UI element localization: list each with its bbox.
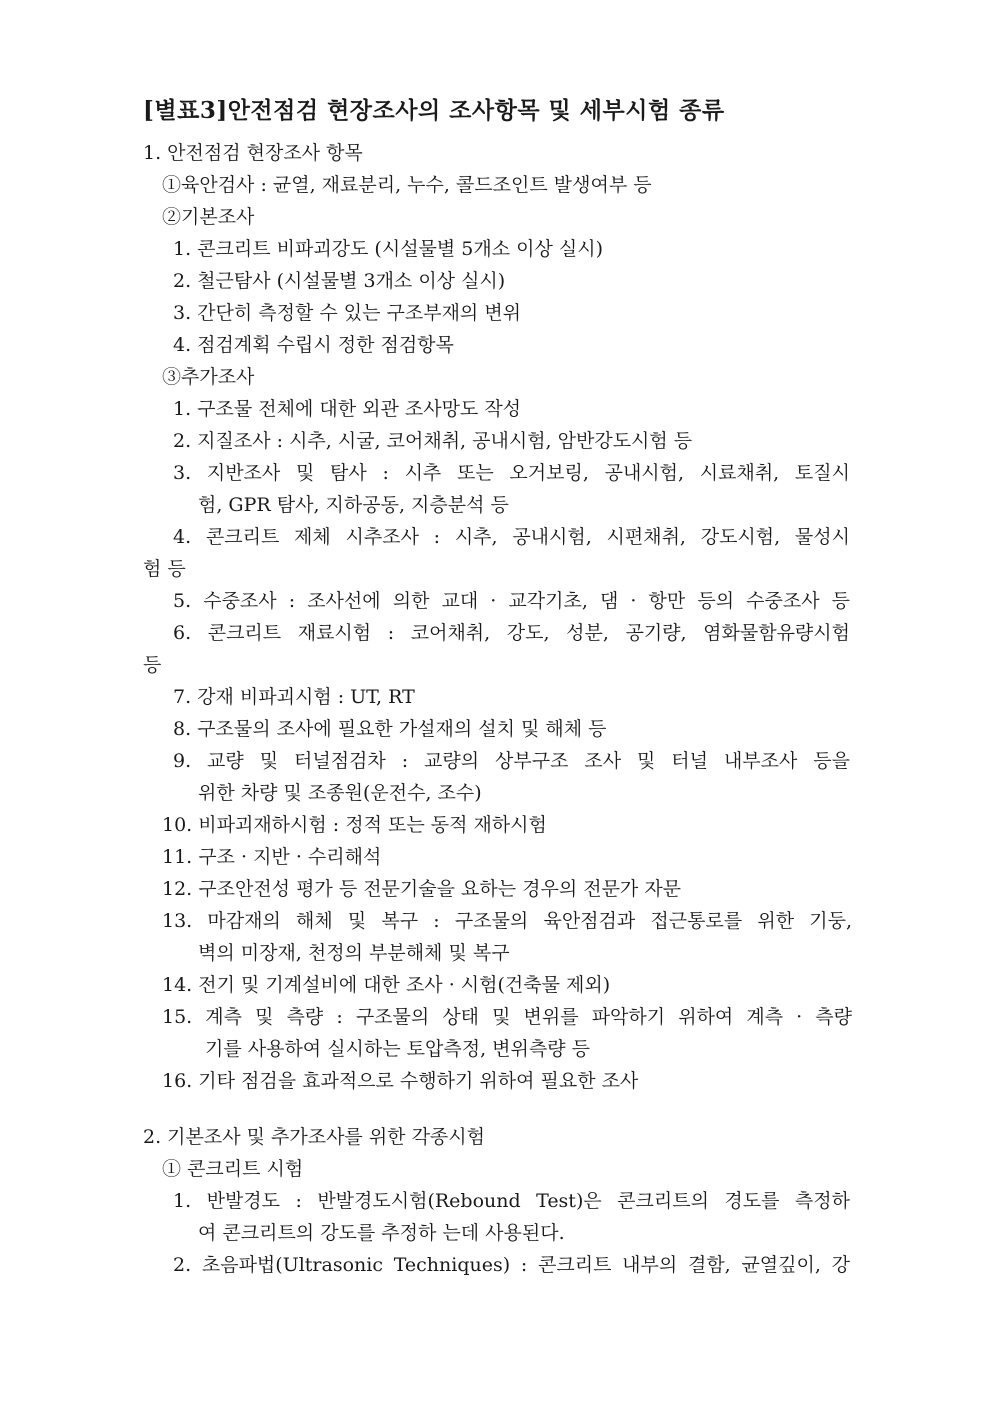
additional-item-15-continuation: 기를 사용하여 실시하는 토압측정, 변위측량 등 [205,1038,590,1060]
concrete-test-heading: ① 콘크리트 시험 [162,1158,304,1180]
additional-survey-heading: ③추가조사 [162,366,255,388]
concrete-test-item-2: 2. 초음파법(Ultrasonic Techniques) : 콘크리트 내부의 결함, 균열깊이, 강 [173,1254,850,1276]
additional-item-11: 11. 구조 · 지반 · 수리해석 [162,846,382,868]
section-1-heading: 1. 안전점검 현장조사 항목 [143,142,363,164]
additional-item-13: 13. 마감재의 해체 및 복구 : 구조물의 육안점검과 접근통로를 위한 기둥, [162,910,852,932]
basic-item-2: 2. 철근탐사 (시설물별 3개소 이상 실시) [173,270,506,292]
additional-item-3-continuation: 험, GPR 탐사, 지하공동, 지층분석 등 [198,494,509,516]
additional-item-7: 7. 강재 비파괴시험 : UT, RT [173,686,415,708]
concrete-test-item-1-continuation: 여 콘크리트의 강도를 추정하 는데 사용된다. [198,1222,565,1244]
additional-item-1: 1. 구조물 전체에 대한 외관 조사망도 작성 [173,398,522,420]
additional-item-16: 16. 기타 점검을 효과적으로 수행하기 위하여 필요한 조사 [162,1070,639,1092]
additional-item-4-continuation: 험 등 [143,558,186,580]
additional-item-13-continuation: 벽의 미장재, 천정의 부분해체 및 복구 [198,942,510,964]
additional-item-3: 3. 지반조사 및 탐사 : 시추 또는 오거보링, 공내시험, 시료채취, 토질시 [173,462,850,484]
section-2-heading: 2. 기본조사 및 추가조사를 위한 각종시험 [143,1126,485,1148]
additional-item-8: 8. 구조물의 조사에 필요한 가설재의 설치 및 해체 등 [173,718,607,740]
document-title: [별표3]안전점검 현장조사의 조사항목 및 세부시험 종류 [143,97,725,124]
additional-item-10: 10. 비파괴재하시험 : 정적 또는 동적 재하시험 [162,814,547,836]
additional-item-15: 15. 계측 및 측량 : 구조물의 상태 및 변위를 파악하기 위하여 계측 · 측량 [162,1006,852,1028]
additional-item-5: 5. 수중조사 : 조사선에 의한 교대 · 교각기초, 댐 · 항만 등의 수중조사 등 [173,590,850,612]
basic-item-3: 3. 간단히 측정할 수 있는 구조부재의 변위 [173,302,522,324]
basic-survey-heading: ②기본조사 [162,206,255,228]
concrete-test-item-1: 1. 반발경도 : 반발경도시험(Rebound Test)은 콘크리트의 경도를 측정하 [173,1190,850,1212]
additional-item-9-continuation: 위한 차량 및 조종원(운전수, 조수) [198,782,482,804]
additional-item-14: 14. 전기 및 기계설비에 대한 조사 · 시험(건축물 제외) [162,974,611,996]
additional-item-6-continuation: 등 [143,654,162,676]
additional-item-12: 12. 구조안전성 평가 등 전문기술을 요하는 경우의 전문가 자문 [162,878,682,900]
basic-item-4: 4. 점검계획 수립시 정한 점검항목 [173,334,454,356]
basic-item-1: 1. 콘크리트 비파괴강도 (시설물별 5개소 이상 실시) [173,238,604,260]
additional-item-2: 2. 지질조사 : 시추, 시굴, 코어채취, 공내시험, 암반강도시험 등 [173,430,693,452]
additional-item-9: 9. 교량 및 터널점검차 : 교량의 상부구조 조사 및 터널 내부조사 등을 [173,750,850,772]
visual-inspection-item: ①육안검사 : 균열, 재료분리, 누수, 콜드조인트 발생여부 등 [162,174,652,196]
additional-item-6: 6. 콘크리트 재료시험 : 코어채취, 강도, 성분, 공기량, 염화물함유량시험 [173,622,850,644]
additional-item-4: 4. 콘크리트 제체 시추조사 : 시추, 공내시험, 시편채취, 강도시험, 물성시 [173,526,850,548]
